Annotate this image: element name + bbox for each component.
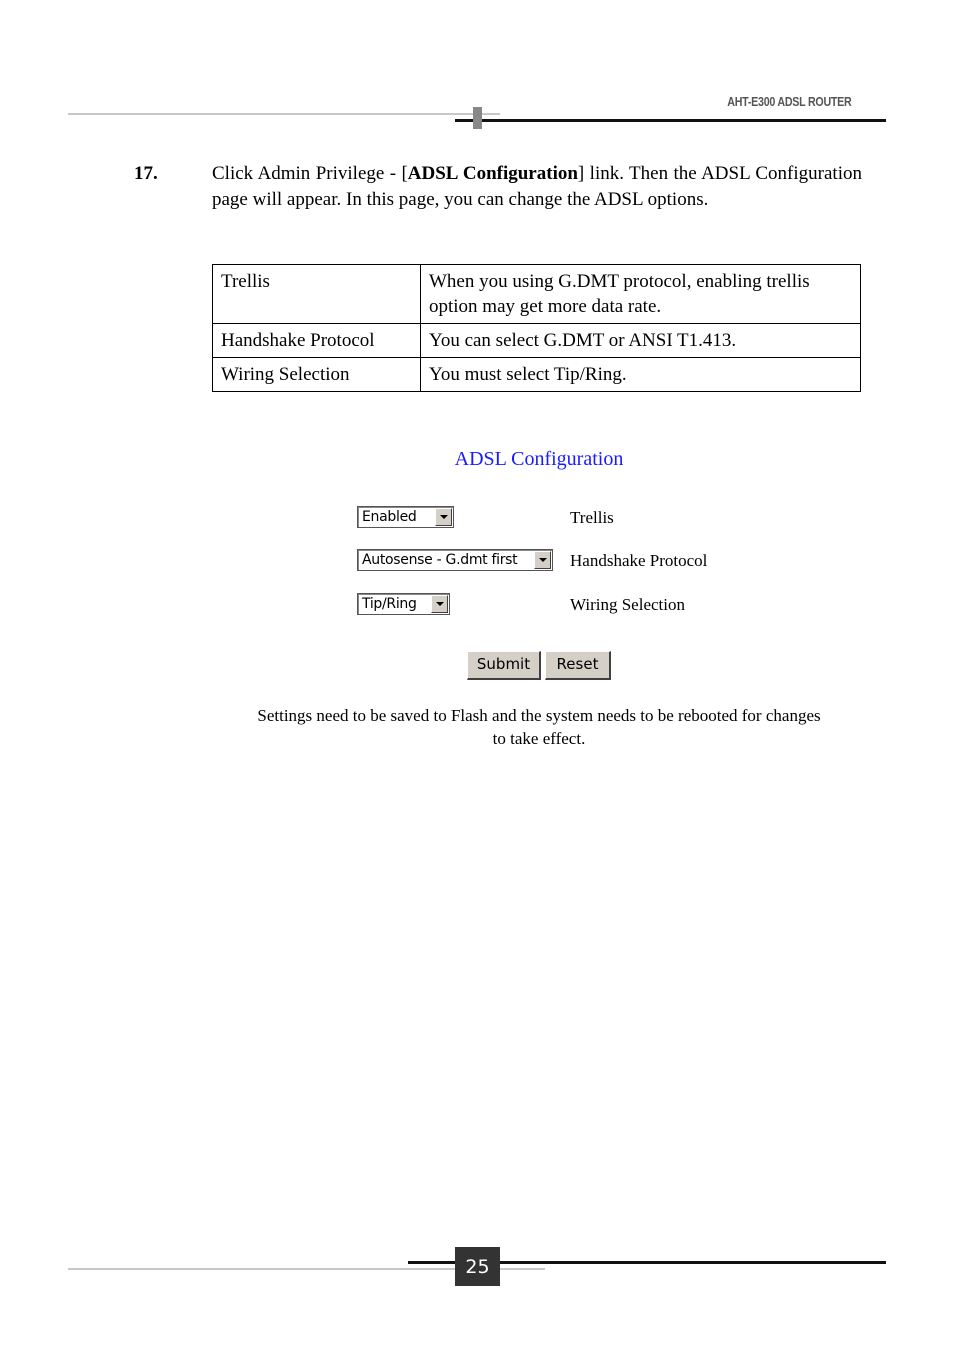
- handshake-protocol-select-value: Autosense - G.dmt first: [362, 552, 518, 568]
- table-cell-name: Wiring Selection: [213, 358, 421, 392]
- step-number: 17.: [134, 163, 158, 184]
- wiring-selection-label: Wiring Selection: [570, 595, 685, 614]
- header-title: AHT-E300 ADSL ROUTER: [726, 94, 851, 109]
- trellis-label: Trellis: [570, 508, 614, 527]
- options-table: [212, 264, 861, 392]
- table-cell-desc: When you using G.DMT protocol, enabling trellis option may get more data rate.: [421, 265, 861, 324]
- submit-button[interactable]: Submit: [467, 651, 541, 680]
- table-cell-name: Handshake Protocol: [213, 324, 421, 358]
- config-note: Settings need to be saved to Flash and the system needs to be rebooted for changes to take effect.: [257, 706, 821, 748]
- header-rule-thin: [68, 113, 500, 115]
- chevron-down-icon[interactable]: [534, 551, 551, 569]
- handshake-protocol-label: Handshake Protocol: [570, 551, 708, 570]
- table-row: [213, 358, 861, 392]
- chevron-down-icon[interactable]: [435, 508, 452, 526]
- table-row: [213, 324, 861, 358]
- reset-button[interactable]: Reset: [545, 651, 611, 680]
- wiring-selection-select-value: Tip/Ring: [362, 596, 417, 612]
- header-rule-marker: [473, 107, 482, 129]
- table-cell-desc: You must select Tip/Ring.: [421, 358, 861, 392]
- config-title: ADSL Configuration: [454, 448, 624, 470]
- step-text-before: Click Admin Privilege - [: [212, 163, 408, 184]
- step-link-bold: ADSL Configuration: [407, 163, 578, 184]
- table-row: [213, 265, 861, 324]
- wiring-selection-select[interactable]: [357, 593, 450, 615]
- step-text: [212, 161, 862, 213]
- chevron-down-icon[interactable]: [431, 595, 448, 613]
- page-number: 25: [455, 1247, 500, 1286]
- trellis-select[interactable]: [357, 506, 454, 528]
- handshake-protocol-select[interactable]: [357, 549, 553, 571]
- header-rule-thick: [455, 119, 886, 122]
- table-cell-desc: You can select G.DMT or ANSI T1.413.: [421, 324, 861, 358]
- trellis-select-value: Enabled: [362, 509, 417, 525]
- step-text-after: ] link. Then the ADSL Configuration page will appear. In this page, you can change the ADSL options.: [212, 163, 862, 210]
- table-cell-name: Trellis: [213, 265, 421, 324]
